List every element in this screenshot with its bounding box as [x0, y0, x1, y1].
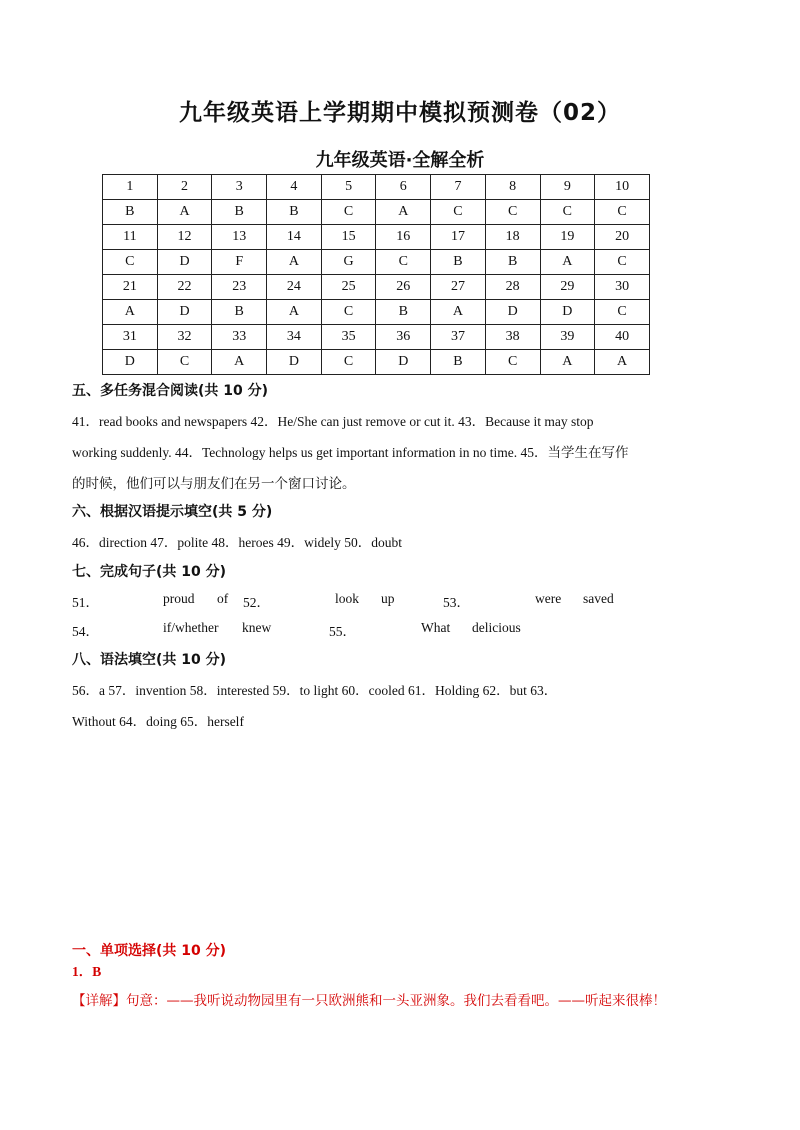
explain-heading: 一、单项选择(共 10 分) — [72, 943, 227, 959]
answer-table-cell: A — [267, 250, 322, 275]
s7-item-55-word2: delicious — [472, 620, 521, 635]
answer-table-cell: D — [540, 300, 595, 325]
answer-table-cell: 25 — [321, 275, 376, 300]
s7-item-54-word1: if/whether — [163, 620, 219, 635]
section5-heading: 五、多任务混合阅读(共 10 分) — [72, 383, 269, 399]
answer-table-cell: 26 — [376, 275, 431, 300]
answer-table-cell: 34 — [267, 325, 322, 350]
answer-table-cell: C — [485, 350, 540, 375]
answer-table-number-row — [103, 275, 650, 300]
answer-table-answer-row — [103, 200, 650, 225]
answer-table-cell: D — [103, 350, 158, 375]
explain-detail-label: 【详解】 — [72, 993, 126, 1009]
answer-table-cell: 6 — [376, 175, 431, 200]
answer-table-cell: 18 — [485, 225, 540, 250]
answer-table-cell: 9 — [540, 175, 595, 200]
answer-table-cell: A — [376, 200, 431, 225]
answer-table-cell: 24 — [267, 275, 322, 300]
section6-heading: 六、根据汉语提示填空(共 5 分) — [72, 504, 273, 520]
answer-table-cell: 36 — [376, 325, 431, 350]
s7-item-55-word1: What — [421, 620, 451, 635]
section8-heading: 八、语法填空(共 10 分) — [72, 652, 227, 668]
section5-line1: 41．read books and newspapers 42．He/She can just remove or cut it. 43．Because it may stop — [72, 414, 594, 429]
s7-item-53-word2: saved — [583, 591, 614, 606]
answer-table-cell: C — [595, 300, 650, 325]
answer-table-cell: 11 — [103, 225, 158, 250]
answer-table-cell: C — [157, 350, 212, 375]
answer-table-cell: 10 — [595, 175, 650, 200]
s7-item-51-num: 51． — [72, 595, 99, 610]
section8-line1: 56．a 57．invention 58．interested 59．to light 60．cooled 61．Holding 62．but 63． — [72, 683, 558, 698]
answer-table-cell: A — [103, 300, 158, 325]
answer-table-cell: A — [157, 200, 212, 225]
answer-table-cell: 13 — [212, 225, 267, 250]
answer-table-cell: C — [485, 200, 540, 225]
page-title: 九年级英语上学期期中模拟预测卷（02） — [178, 100, 621, 126]
s7-item-54-word2: knew — [242, 620, 272, 635]
s7-item-51-word2: of — [217, 591, 229, 606]
answer-table-cell: B — [212, 300, 267, 325]
answer-table-cell: B — [431, 250, 486, 275]
explain-item: 1．B — [72, 964, 102, 979]
answer-table-cell: 38 — [485, 325, 540, 350]
answer-table-cell: C — [595, 200, 650, 225]
answer-table-cell: 22 — [157, 275, 212, 300]
answer-table-cell: 27 — [431, 275, 486, 300]
answer-table-number-row — [103, 175, 650, 200]
section6-line1: 46．direction 47．polite 48．heroes 49．widely 50．doubt — [72, 535, 402, 550]
answer-table-cell: 39 — [540, 325, 595, 350]
answer-table-cell: 33 — [212, 325, 267, 350]
answer-table-cell: 1 — [103, 175, 158, 200]
answer-table-cell: A — [431, 300, 486, 325]
answer-table-cell: 3 — [212, 175, 267, 200]
answer-table-cell: D — [157, 300, 212, 325]
answer-table-cell: 23 — [212, 275, 267, 300]
section8-line2: Without 64．doing 65．herself — [72, 714, 244, 729]
answer-table-cell: 30 — [595, 275, 650, 300]
answer-table-cell: C — [321, 300, 376, 325]
answer-table-cell: 32 — [157, 325, 212, 350]
answer-table-cell: B — [431, 350, 486, 375]
answer-table-cell: B — [267, 200, 322, 225]
s7-item-53-word1: were — [535, 591, 562, 606]
answer-table-cell: 37 — [431, 325, 486, 350]
answer-table-cell: 28 — [485, 275, 540, 300]
answer-table-cell: C — [321, 350, 376, 375]
answer-table-cell: C — [321, 200, 376, 225]
answer-table-cell: F — [212, 250, 267, 275]
answer-table-cell: D — [376, 350, 431, 375]
answer-table-cell: C — [595, 250, 650, 275]
answer-table-cell: 7 — [431, 175, 486, 200]
answer-table-cell: 21 — [103, 275, 158, 300]
answer-table-cell: 20 — [595, 225, 650, 250]
answer-table-answer-row — [103, 300, 650, 325]
section5-line2: working suddenly. 44．Technology helps us get important information in no time. 45．当学生在写作 — [72, 445, 629, 460]
answer-table-cell: 19 — [540, 225, 595, 250]
answer-table-cell: B — [485, 250, 540, 275]
answer-table-cell: 14 — [267, 225, 322, 250]
answer-table-cell: 17 — [431, 225, 486, 250]
answer-table-cell: 40 — [595, 325, 650, 350]
s7-item-51-word1: proud — [163, 591, 195, 606]
s7-item-52-word2: up — [381, 591, 395, 606]
answer-table-cell: A — [540, 350, 595, 375]
answer-table-cell: 16 — [376, 225, 431, 250]
answer-table-cell: G — [321, 250, 376, 275]
s7-item-52-num: 52． — [243, 595, 270, 610]
answer-table-number-row — [103, 225, 650, 250]
answer-table-cell: C — [431, 200, 486, 225]
answer-table — [102, 174, 650, 375]
answer-table-cell: C — [103, 250, 158, 275]
answer-table-cell: 2 — [157, 175, 212, 200]
answer-table-cell: B — [212, 200, 267, 225]
answer-table-cell: 5 — [321, 175, 376, 200]
answer-table-cell: C — [376, 250, 431, 275]
answer-table-cell: B — [376, 300, 431, 325]
answer-table-answer-row — [103, 350, 650, 375]
answer-table-cell: A — [595, 350, 650, 375]
answer-table-cell: 35 — [321, 325, 376, 350]
s7-item-52-word1: look — [335, 591, 360, 606]
answer-table-cell: 15 — [321, 225, 376, 250]
answer-table-cell: A — [212, 350, 267, 375]
answer-table-cell: 4 — [267, 175, 322, 200]
section7-heading: 七、完成句子(共 10 分) — [72, 564, 227, 580]
answer-table-cell: A — [540, 250, 595, 275]
answer-table-answer-row — [103, 250, 650, 275]
answer-table-cell: D — [485, 300, 540, 325]
answer-table-number-row — [103, 325, 650, 350]
answer-table-cell: 31 — [103, 325, 158, 350]
page-subtitle: 九年级英语·全解全析 — [315, 150, 485, 171]
answer-table-cell: B — [103, 200, 158, 225]
s7-item-54-num: 54． — [72, 624, 99, 639]
answer-table-cell: D — [267, 350, 322, 375]
explain-detail-text: 句意：——我听说动物园里有一只欧洲熊和一头亚洲象。我们去看看吧。——听起来很棒！ — [126, 993, 666, 1009]
answer-table-cell: 29 — [540, 275, 595, 300]
s7-item-55-num: 55． — [329, 624, 356, 639]
answer-table-cell: C — [540, 200, 595, 225]
explain-detail — [72, 989, 666, 1009]
section5-line3: 的时候，他们可以与朋友们在另一个窗口讨论。 — [72, 476, 356, 492]
answer-table-cell: A — [267, 300, 322, 325]
answer-table-cell: 8 — [485, 175, 540, 200]
answer-table-cell: D — [157, 250, 212, 275]
answer-table-cell: 12 — [157, 225, 212, 250]
s7-item-53-num: 53． — [443, 595, 470, 610]
